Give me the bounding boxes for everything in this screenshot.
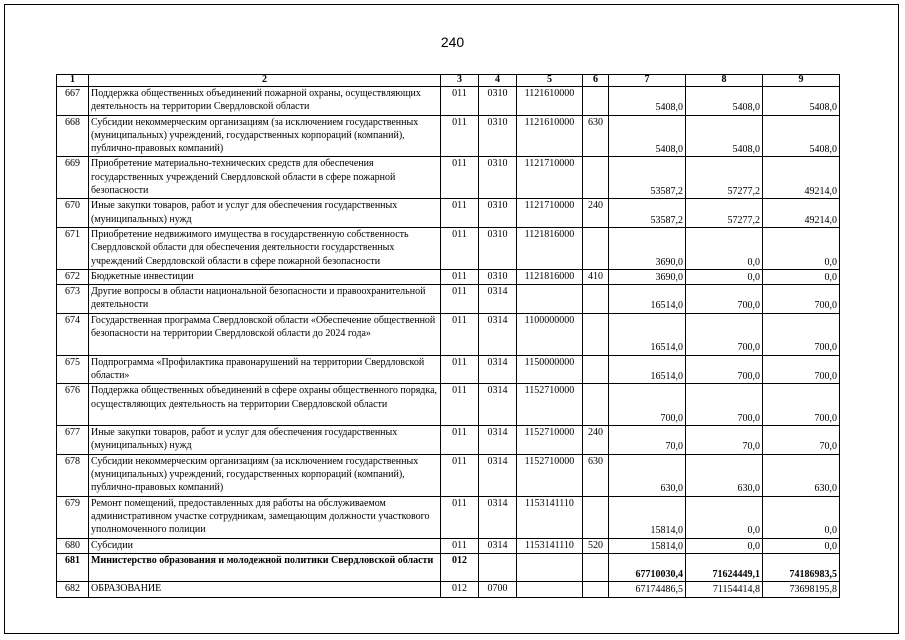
code-target-cell: 1121710000 (517, 199, 583, 228)
code-ministry-cell: 011 (441, 384, 479, 426)
code-expense-type-cell (583, 157, 609, 199)
value-col7-cell: 5408,0 (609, 87, 686, 116)
row-name-cell: Другие вопросы в области национальной безопасности и правоохранительной деятельности (89, 285, 441, 314)
code-ministry-cell: 011 (441, 199, 479, 228)
table-row (57, 227, 840, 269)
code-expense-type-cell: 410 (583, 269, 609, 284)
row-name-cell: Подпрограмма «Профилактика правонарушений на территории Свердловской области» (89, 355, 441, 384)
code-section-cell: 0310 (479, 157, 517, 199)
code-section-cell: 0310 (479, 115, 517, 157)
code-target-cell (517, 582, 583, 597)
value-col9-cell: 49214,0 (763, 157, 840, 199)
code-section-cell: 0700 (479, 582, 517, 597)
column-header: 7 (609, 75, 686, 87)
value-col9-cell: 49214,0 (763, 199, 840, 228)
code-section-cell: 0314 (479, 384, 517, 426)
value-col7-cell: 67174486,5 (609, 582, 686, 597)
row-number-cell: 667 (57, 87, 89, 116)
code-ministry-cell: 011 (441, 227, 479, 269)
code-expense-type-cell: 630 (583, 115, 609, 157)
code-section-cell: 0314 (479, 285, 517, 314)
row-name-cell: Субсидии некоммерческим организациям (за исключением государственных (муниципальных) учреждений, государственных корпораций (компаний), публично-правовых компаний) (89, 115, 441, 157)
code-expense-type-cell (583, 313, 609, 355)
table-row (57, 538, 840, 553)
value-col9-cell: 0,0 (763, 496, 840, 538)
header-row (57, 75, 840, 87)
column-header: 3 (441, 75, 479, 87)
table-row (57, 553, 840, 582)
column-header: 9 (763, 75, 840, 87)
code-section-cell (479, 553, 517, 582)
value-col8-cell: 0,0 (686, 496, 763, 538)
code-expense-type-cell: 240 (583, 426, 609, 455)
row-number-cell: 673 (57, 285, 89, 314)
row-name-cell: Министерство образования и молодежной политики Свердловской области (89, 553, 441, 582)
code-target-cell: 1152710000 (517, 384, 583, 426)
column-header: 8 (686, 75, 763, 87)
code-ministry-cell: 011 (441, 355, 479, 384)
table-row (57, 355, 840, 384)
table-row (57, 454, 840, 496)
value-col7-cell: 16514,0 (609, 355, 686, 384)
row-number-cell: 676 (57, 384, 89, 426)
row-name-cell: Поддержка общественных объединений в сфере охраны общественного порядка, осуществляющих деятельность на территории Свердловской области (89, 384, 441, 426)
code-target-cell: 1121710000 (517, 157, 583, 199)
value-col9-cell: 74186983,5 (763, 553, 840, 582)
value-col9-cell: 630,0 (763, 454, 840, 496)
row-name-cell: Поддержка общественных объединений пожарной охраны, осуществляющих деятельность на территории Свердловской области (89, 87, 441, 116)
row-name-cell: Иные закупки товаров, работ и услуг для обеспечения государственных (муниципальных) нужд (89, 426, 441, 455)
value-col9-cell: 700,0 (763, 313, 840, 355)
table-row (57, 426, 840, 455)
code-section-cell: 0314 (479, 496, 517, 538)
value-col8-cell: 57277,2 (686, 199, 763, 228)
value-col8-cell: 700,0 (686, 285, 763, 314)
table-row (57, 269, 840, 284)
value-col8-cell: 71154414,8 (686, 582, 763, 597)
value-col8-cell: 700,0 (686, 313, 763, 355)
value-col9-cell: 5408,0 (763, 87, 840, 116)
table-row (57, 87, 840, 116)
code-expense-type-cell: 630 (583, 454, 609, 496)
code-ministry-cell: 012 (441, 582, 479, 597)
row-number-cell: 675 (57, 355, 89, 384)
code-target-cell: 1153141110 (517, 496, 583, 538)
code-target-cell: 1100000000 (517, 313, 583, 355)
row-number-cell: 669 (57, 157, 89, 199)
code-expense-type-cell: 240 (583, 199, 609, 228)
value-col9-cell: 73698195,8 (763, 582, 840, 597)
row-number-cell: 671 (57, 227, 89, 269)
column-header: 2 (89, 75, 441, 87)
column-header: 5 (517, 75, 583, 87)
value-col8-cell: 630,0 (686, 454, 763, 496)
row-number-cell: 670 (57, 199, 89, 228)
budget-table (56, 74, 840, 598)
row-name-cell: Субсидии некоммерческим организациям (за исключением государственных (муниципальных) учреждений, государственных корпораций (компаний), публично-правовых компаний) (89, 454, 441, 496)
value-col7-cell: 3690,0 (609, 227, 686, 269)
value-col9-cell: 0,0 (763, 269, 840, 284)
value-col8-cell: 700,0 (686, 355, 763, 384)
value-col7-cell: 5408,0 (609, 115, 686, 157)
code-expense-type-cell (583, 384, 609, 426)
value-col8-cell: 70,0 (686, 426, 763, 455)
code-section-cell: 0310 (479, 199, 517, 228)
column-header: 6 (583, 75, 609, 87)
row-number-cell: 672 (57, 269, 89, 284)
row-name-cell: Приобретение недвижимого имущества в государственную собственность Свердловской области для обеспечения деятельности государственных учреждений Свердловской области в сфере пожарной безопасности (89, 227, 441, 269)
code-ministry-cell: 011 (441, 313, 479, 355)
value-col9-cell: 700,0 (763, 285, 840, 314)
row-number-cell: 678 (57, 454, 89, 496)
page-number: 240 (440, 34, 465, 50)
code-expense-type-cell (583, 285, 609, 314)
table-row (57, 582, 840, 597)
value-col7-cell: 15814,0 (609, 496, 686, 538)
table-row (57, 384, 840, 426)
value-col8-cell: 5408,0 (686, 115, 763, 157)
value-col8-cell: 700,0 (686, 384, 763, 426)
table-row (57, 496, 840, 538)
code-section-cell: 0314 (479, 454, 517, 496)
row-number-cell: 682 (57, 582, 89, 597)
code-ministry-cell: 011 (441, 285, 479, 314)
code-ministry-cell: 011 (441, 496, 479, 538)
code-section-cell: 0314 (479, 313, 517, 355)
code-target-cell: 1153141110 (517, 538, 583, 553)
table-row (57, 313, 840, 355)
code-target-cell: 1150000000 (517, 355, 583, 384)
row-number-cell: 680 (57, 538, 89, 553)
value-col7-cell: 67710030,4 (609, 553, 686, 582)
code-ministry-cell: 012 (441, 553, 479, 582)
value-col8-cell: 0,0 (686, 269, 763, 284)
code-ministry-cell: 011 (441, 454, 479, 496)
row-name-cell: Приобретение материально-технических средств для обеспечения государственных учреждений Свердловской области в сфере пожарной безопасности (89, 157, 441, 199)
code-expense-type-cell (583, 582, 609, 597)
value-col9-cell: 0,0 (763, 538, 840, 553)
code-expense-type-cell (583, 553, 609, 582)
value-col8-cell: 57277,2 (686, 157, 763, 199)
code-expense-type-cell (583, 496, 609, 538)
table-row (57, 285, 840, 314)
code-expense-type-cell (583, 355, 609, 384)
value-col8-cell: 0,0 (686, 227, 763, 269)
value-col9-cell: 700,0 (763, 384, 840, 426)
value-col9-cell: 0,0 (763, 227, 840, 269)
code-expense-type-cell (583, 87, 609, 116)
row-number-cell: 668 (57, 115, 89, 157)
value-col8-cell: 71624449,1 (686, 553, 763, 582)
code-target-cell (517, 553, 583, 582)
table-row (57, 115, 840, 157)
code-ministry-cell: 011 (441, 426, 479, 455)
code-target-cell: 1152710000 (517, 426, 583, 455)
code-target-cell: 1152710000 (517, 454, 583, 496)
code-ministry-cell: 011 (441, 538, 479, 553)
code-target-cell: 1121816000 (517, 269, 583, 284)
value-col9-cell: 700,0 (763, 355, 840, 384)
code-ministry-cell: 011 (441, 269, 479, 284)
code-expense-type-cell (583, 227, 609, 269)
value-col7-cell: 16514,0 (609, 313, 686, 355)
column-header: 1 (57, 75, 89, 87)
value-col7-cell: 70,0 (609, 426, 686, 455)
code-ministry-cell: 011 (441, 115, 479, 157)
row-number-cell: 681 (57, 553, 89, 582)
row-number-cell: 677 (57, 426, 89, 455)
row-name-cell: Ремонт помещений, предоставленных для работы на обслуживаемом административном участке сотрудникам, замещающим должности участкового уполномоченного полиции (89, 496, 441, 538)
code-ministry-cell: 011 (441, 87, 479, 116)
row-number-cell: 679 (57, 496, 89, 538)
code-target-cell: 1121610000 (517, 115, 583, 157)
column-header: 4 (479, 75, 517, 87)
value-col9-cell: 70,0 (763, 426, 840, 455)
code-target-cell (517, 285, 583, 314)
table-row (57, 199, 840, 228)
value-col7-cell: 15814,0 (609, 538, 686, 553)
value-col8-cell: 5408,0 (686, 87, 763, 116)
code-target-cell: 1121816000 (517, 227, 583, 269)
code-section-cell: 0314 (479, 355, 517, 384)
value-col7-cell: 3690,0 (609, 269, 686, 284)
code-section-cell: 0314 (479, 426, 517, 455)
value-col7-cell: 16514,0 (609, 285, 686, 314)
row-name-cell: Государственная программа Свердловской области «Обеспечение общественной безопасности на территории Свердловской области до 2024 года» (89, 313, 441, 355)
value-col9-cell: 5408,0 (763, 115, 840, 157)
code-section-cell: 0310 (479, 269, 517, 284)
row-name-cell: Бюджетные инвестиции (89, 269, 441, 284)
code-target-cell: 1121610000 (517, 87, 583, 116)
row-name-cell: Иные закупки товаров, работ и услуг для обеспечения государственных (муниципальных) нужд (89, 199, 441, 228)
value-col8-cell: 0,0 (686, 538, 763, 553)
row-name-cell: Субсидии (89, 538, 441, 553)
code-section-cell: 0314 (479, 538, 517, 553)
table-row (57, 157, 840, 199)
code-section-cell: 0310 (479, 87, 517, 116)
value-col7-cell: 700,0 (609, 384, 686, 426)
code-expense-type-cell: 520 (583, 538, 609, 553)
value-col7-cell: 53587,2 (609, 157, 686, 199)
code-ministry-cell: 011 (441, 157, 479, 199)
code-section-cell: 0310 (479, 227, 517, 269)
row-name-cell: ОБРАЗОВАНИЕ (89, 582, 441, 597)
value-col7-cell: 630,0 (609, 454, 686, 496)
row-number-cell: 674 (57, 313, 89, 355)
value-col7-cell: 53587,2 (609, 199, 686, 228)
